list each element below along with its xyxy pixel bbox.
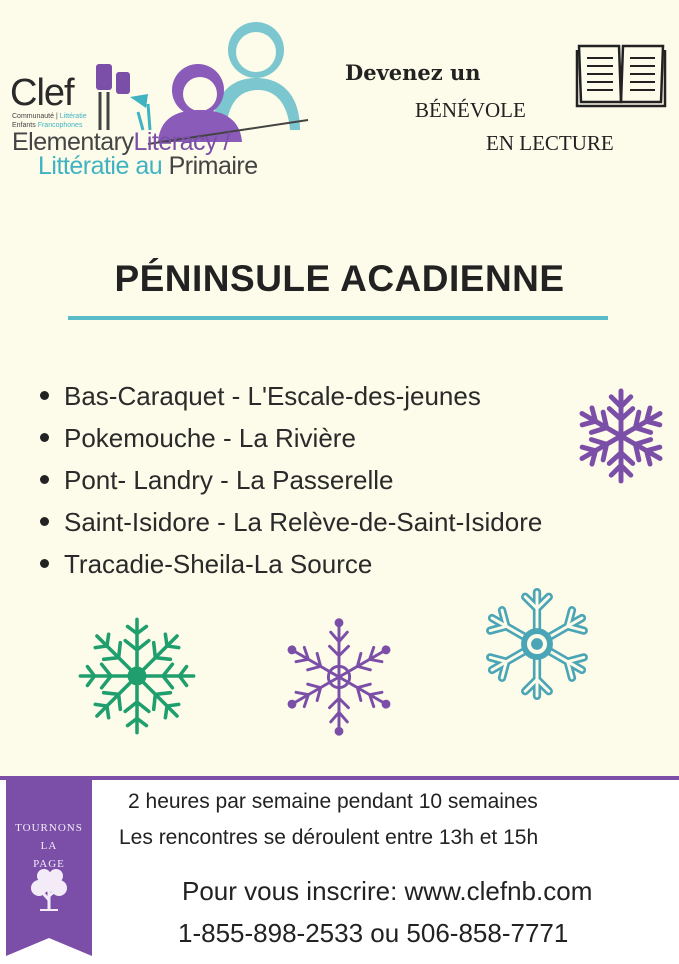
register-link[interactable]: Pour vous inscrire: www.clefnb.com	[182, 876, 593, 906]
banner-line-1: TOURNONS	[15, 822, 83, 834]
bullet-icon	[40, 433, 49, 442]
snowflake-icon	[280, 618, 398, 741]
list-item: Tracadie-Sheila-La Source	[40, 544, 542, 586]
title-underline	[68, 316, 608, 320]
logo-elementary-literacy: ElementaryLiteracy /	[12, 128, 230, 156]
snowflake-icon	[572, 384, 670, 493]
bullet-icon	[40, 559, 49, 568]
banner-line-2: LA	[40, 840, 58, 852]
snowflake-icon	[478, 580, 596, 713]
list-item: Saint-Isidore - La Relève-de-Saint-Isidore	[40, 502, 542, 544]
logo-clef-text: Clef	[10, 72, 74, 114]
header-benevole: BÉNÉVOLE	[415, 98, 526, 122]
banner-line-3: PAGE	[33, 858, 65, 870]
bullet-icon	[40, 391, 49, 400]
logo-litteratie-primaire: Littératie au Primaire	[38, 152, 258, 180]
phone-numbers: 1-855-898-2533 ou 506-858-7771	[178, 918, 569, 948]
schedule-text: 2 heures par semaine pendant 10 semaines	[128, 790, 538, 813]
list-item: Bas-Caraquet - L'Escale-des-jeunes	[40, 376, 542, 418]
logo-subtitle: Communauté | Littératie Enfants Francophones	[12, 113, 87, 129]
locations-list	[40, 376, 542, 586]
snowflake-icon	[78, 616, 196, 741]
list-item: Pont- Landry - La Passerelle	[40, 460, 542, 502]
list-item: Pokemouche - La Rivière	[40, 418, 542, 460]
tournons-la-page-banner	[6, 778, 92, 956]
hours-text: Les rencontres se déroulent entre 13h et 15h	[119, 826, 539, 849]
header-en-lecture: EN LECTURE	[486, 131, 614, 155]
header-devenez: Devenez un	[345, 60, 481, 85]
bullet-icon	[40, 475, 49, 484]
open-book-icon	[575, 38, 667, 108]
page-title: PÉNINSULE ACADIENNE	[114, 258, 565, 299]
bullet-icon	[40, 517, 49, 526]
